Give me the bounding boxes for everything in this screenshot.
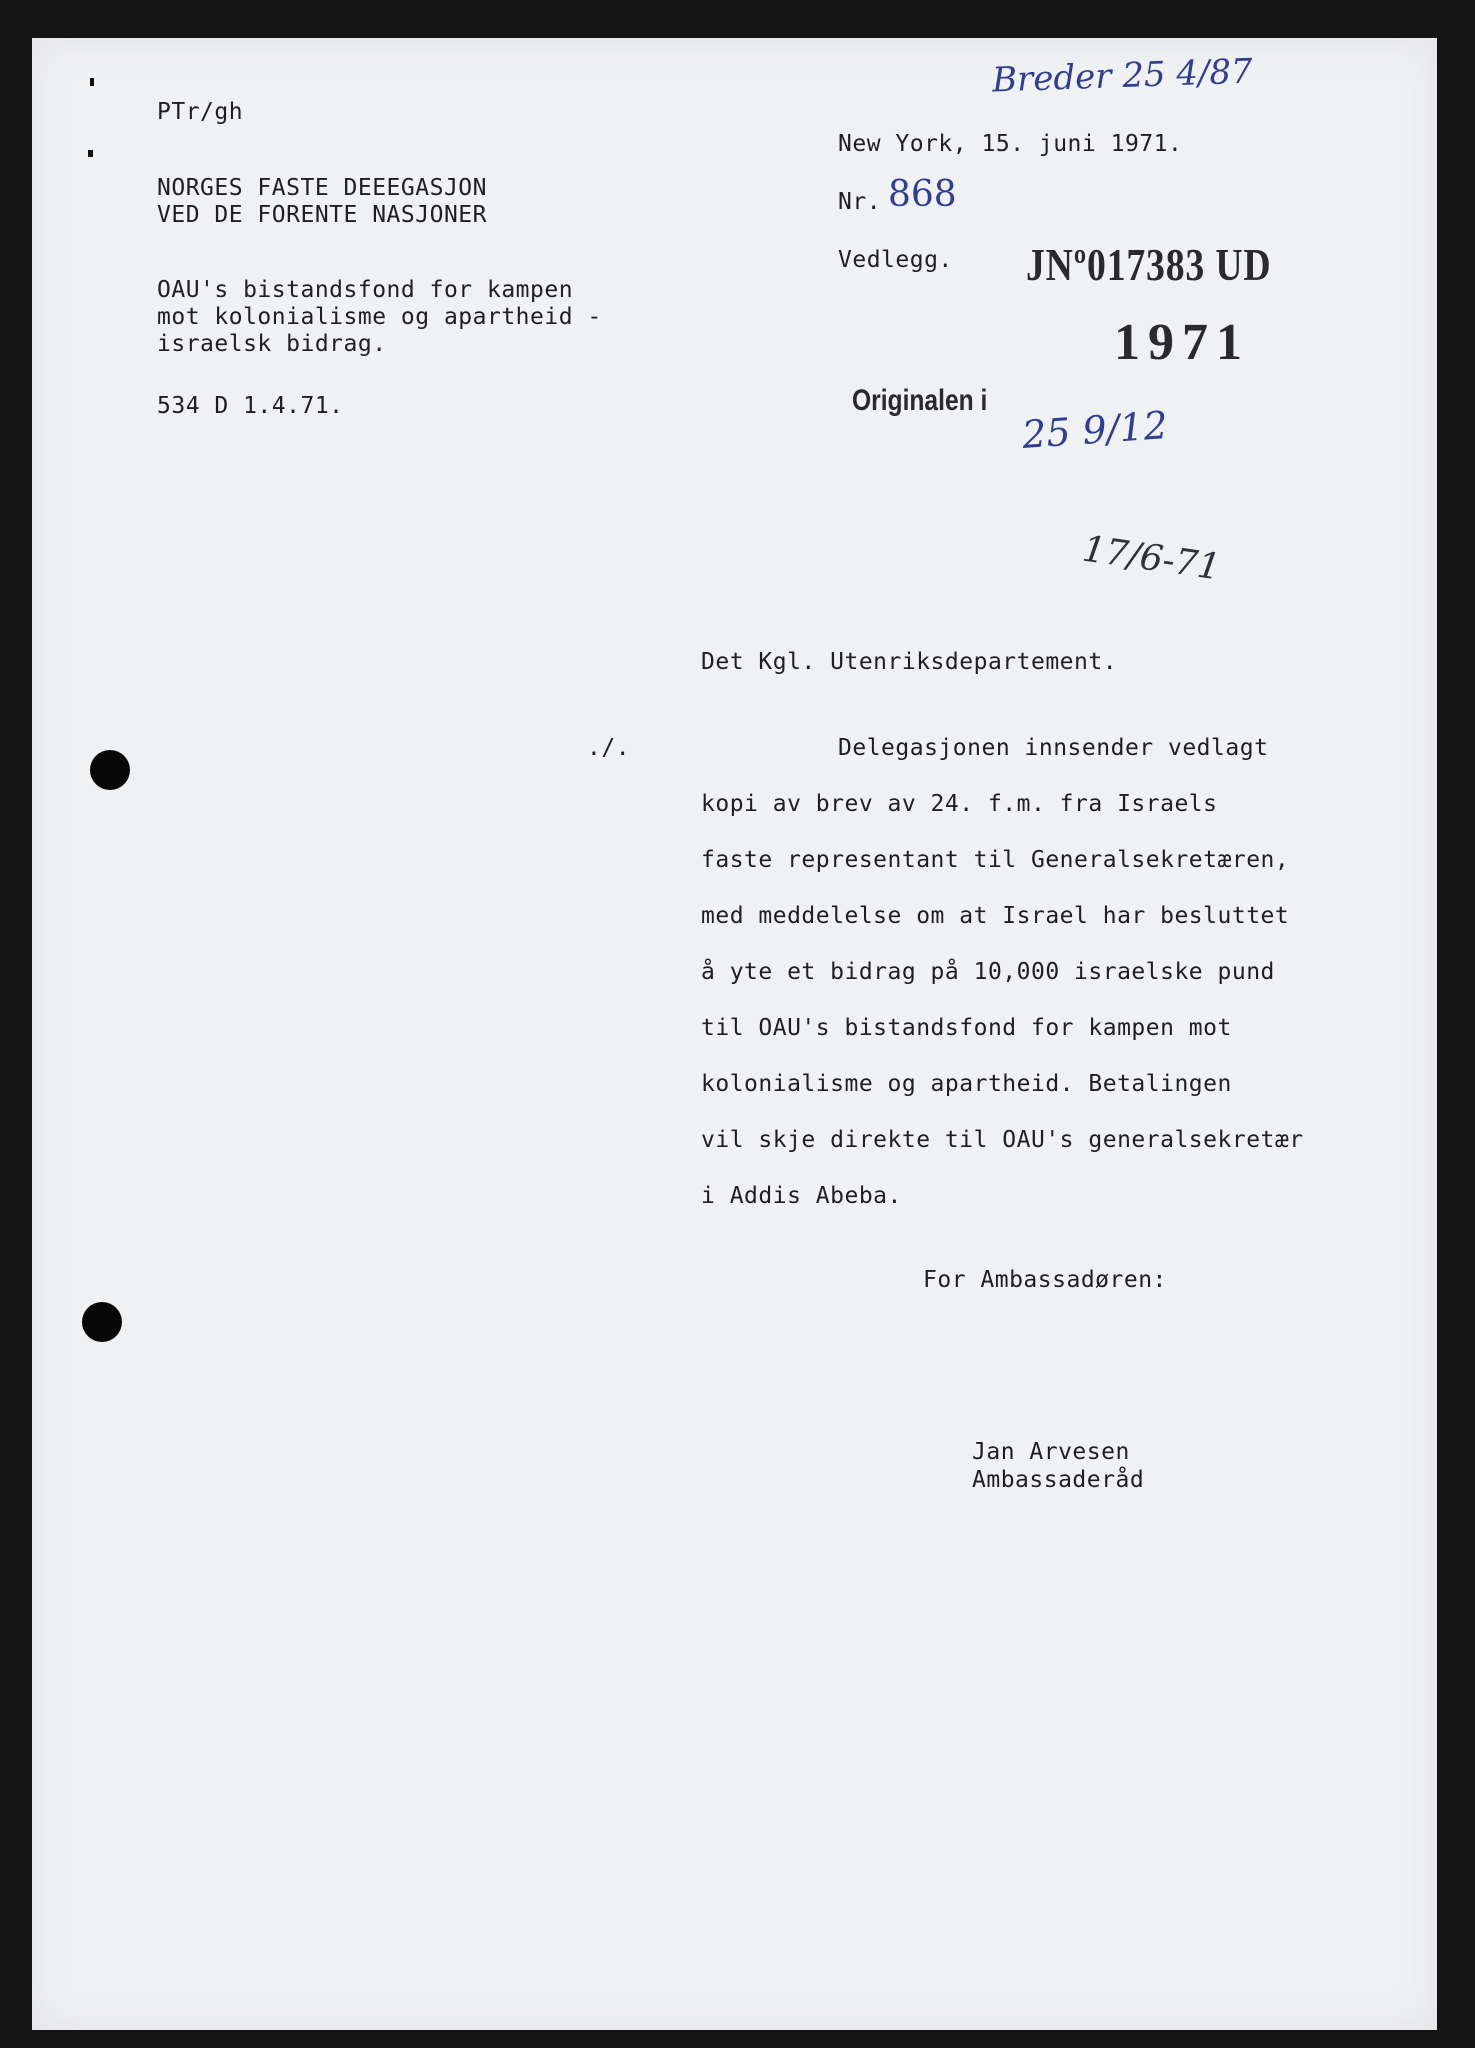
punch-hole	[82, 1302, 122, 1342]
place-date: New York, 15. juni 1971.	[838, 131, 1183, 157]
handwritten-received-date: 17/6-71	[1079, 528, 1224, 589]
journal-year-stamp: 1971	[1114, 314, 1250, 371]
body-line: til OAU's bistandsfond for kampen mot	[701, 1015, 1232, 1041]
body-line: å yte et bidrag på 10,000 israelske pund	[701, 959, 1275, 985]
closing: For Ambassadøren:	[923, 1267, 1167, 1293]
handwritten-date-mark: 25 9/12	[1020, 402, 1170, 458]
file-reference: 534 D 1.4.71.	[157, 393, 344, 419]
reference-code: PTr/gh	[157, 99, 244, 125]
margin-mark	[88, 150, 93, 157]
signatory-name: Jan Arvesen	[972, 1439, 1130, 1465]
organization-line-1: NORGES FASTE DEEEGASJON	[157, 175, 487, 201]
document-page	[32, 38, 1437, 2030]
punch-hole	[90, 750, 130, 790]
body-line: med meddelelse om at Israel har besluttet	[701, 903, 1290, 929]
addressee: Det Kgl. Utenriksdepartement.	[701, 649, 1118, 675]
number-value: 868	[888, 174, 957, 215]
attachments-label: Vedlegg.	[838, 247, 953, 273]
margin-mark	[90, 78, 94, 86]
journal-number-stamp: JNº017383 UD	[1026, 239, 1272, 290]
organization-line-2: VED DE FORENTE NASJONER	[157, 202, 487, 228]
subject-line-1: OAU's bistandsfond for kampen	[157, 277, 574, 303]
original-stamp: Originalen i	[852, 384, 988, 417]
subject-line-3: israelsk bidrag.	[157, 331, 387, 357]
body-line: Delegasjonen innsender vedlagt	[838, 735, 1269, 761]
enclosure-mark: ./.	[587, 735, 631, 761]
number-label: Nr.	[838, 189, 882, 215]
subject-line-2: mot kolonialisme og apartheid -	[157, 304, 602, 330]
body-line: faste representant til Generalsekretæren,	[701, 847, 1290, 873]
body-line: kopi av brev av 24. f.m. fra Israels	[701, 791, 1218, 817]
signatory-title: Ambassaderåd	[972, 1467, 1145, 1493]
body-line: vil skje direkte til OAU's generalsekretær	[701, 1127, 1304, 1153]
body-line: i Addis Abeba.	[701, 1183, 902, 1209]
body-line: kolonialisme og apartheid. Betalingen	[701, 1071, 1232, 1097]
handwritten-note-top: Breder 25 4/87	[991, 51, 1254, 101]
